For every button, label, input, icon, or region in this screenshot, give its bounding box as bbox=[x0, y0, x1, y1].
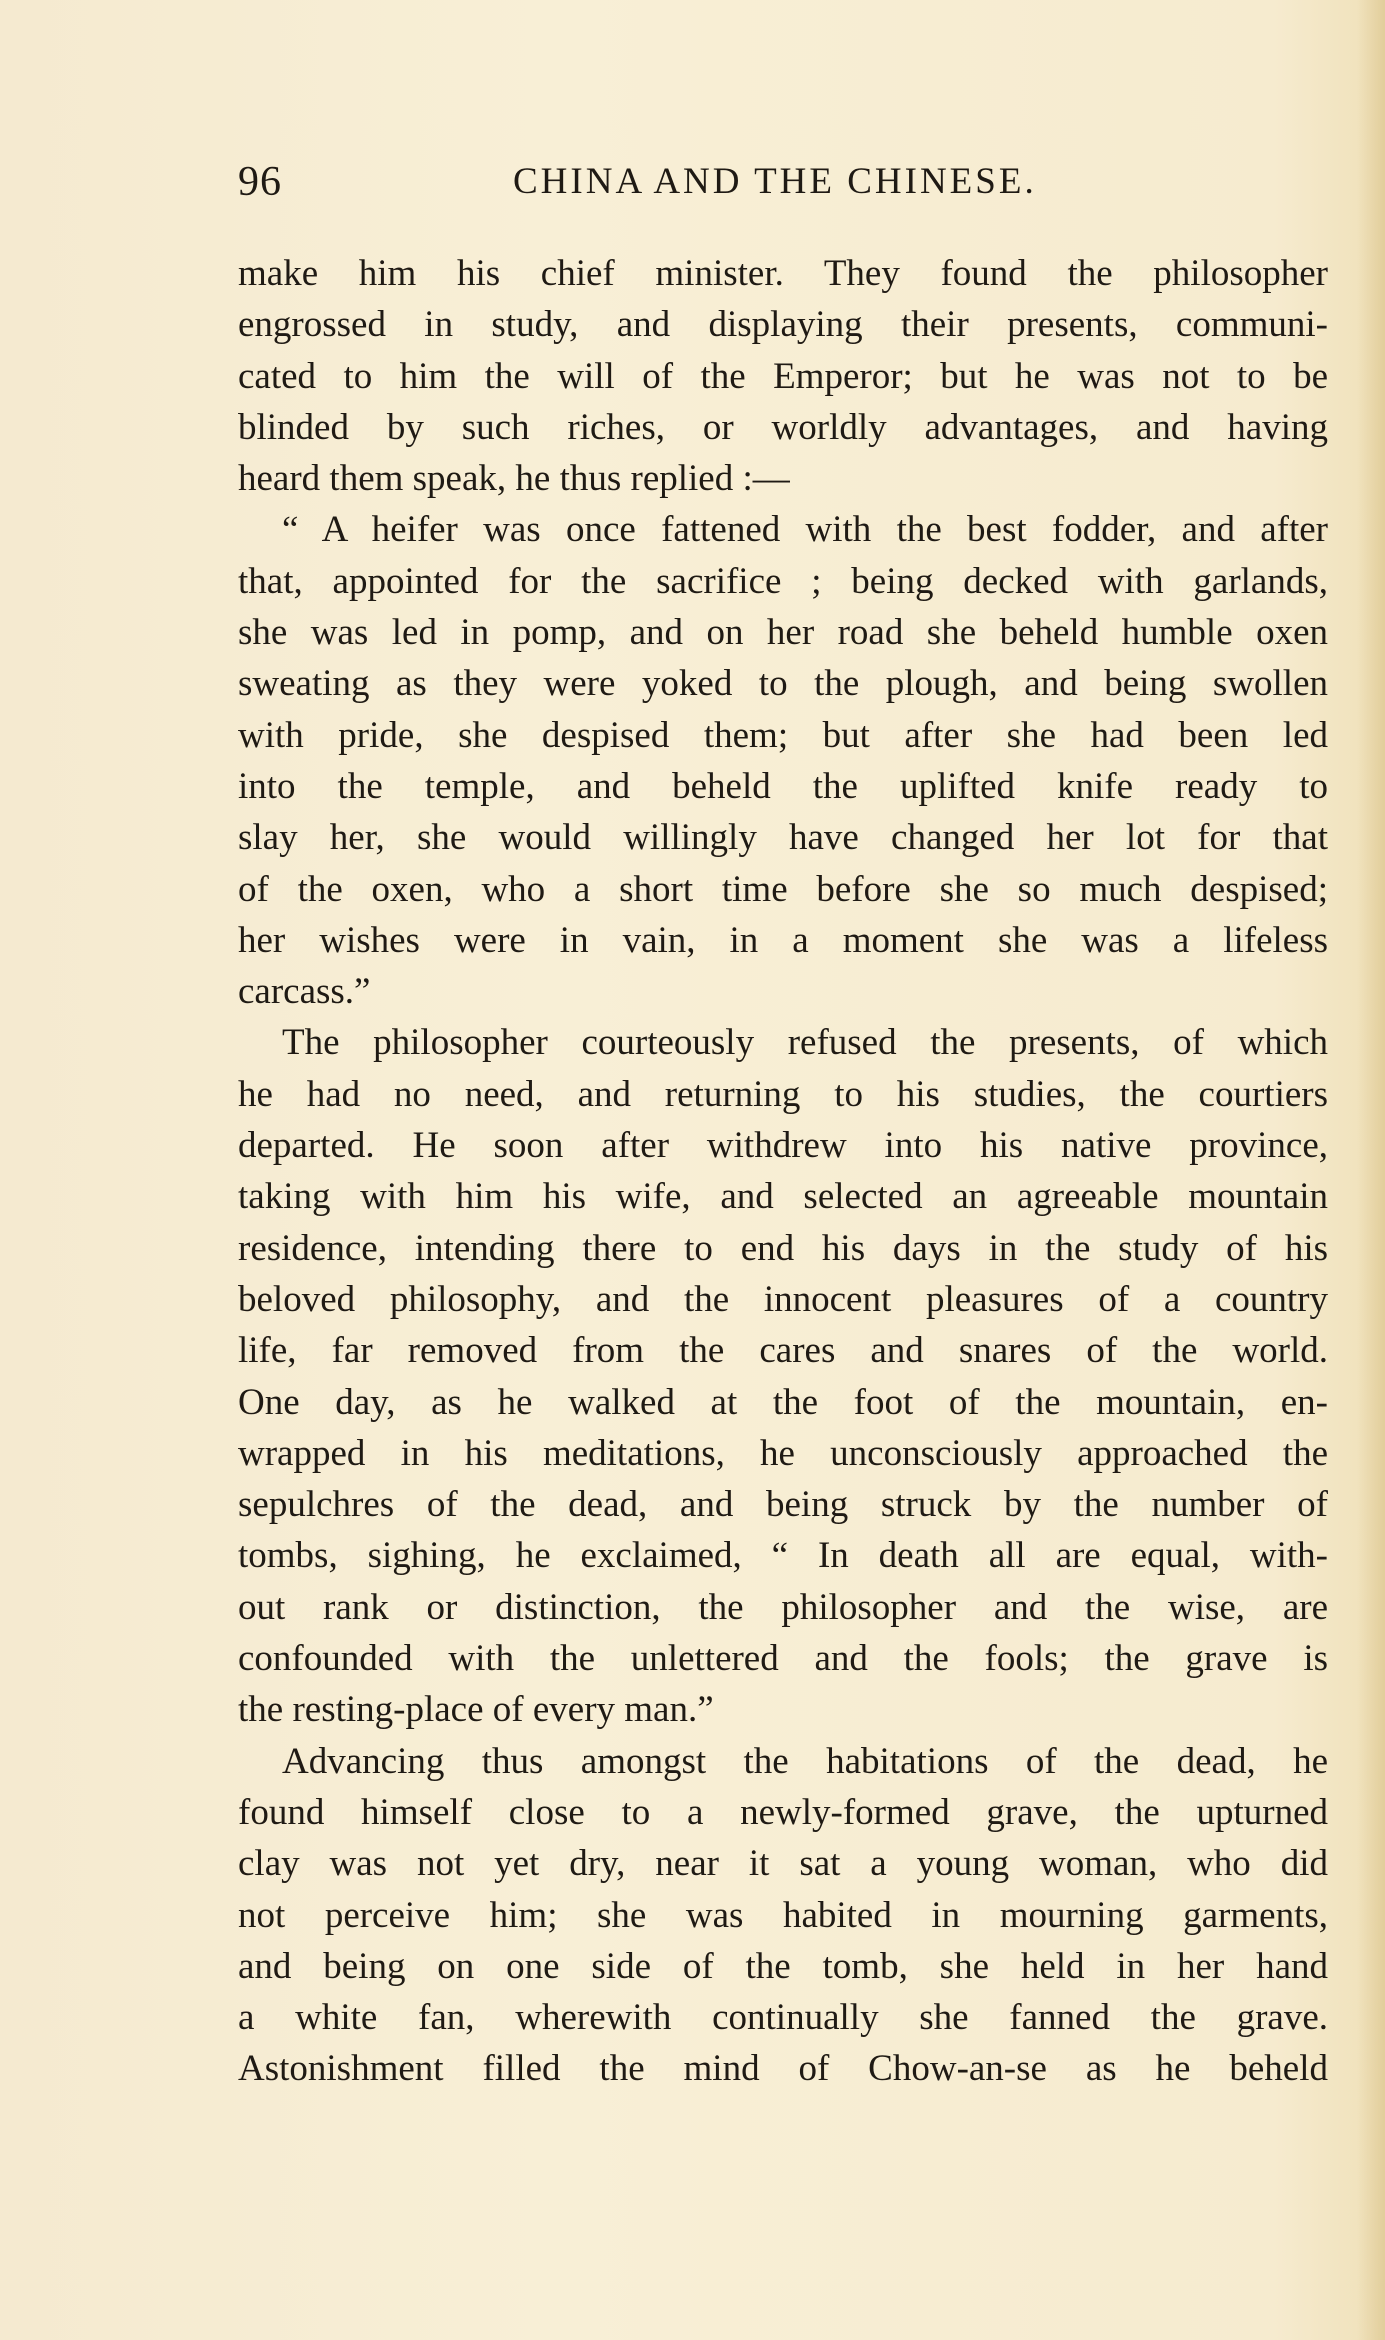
text-line: confounded with the unlettered and the fools; the grave is bbox=[238, 1638, 1328, 1680]
text-line: beloved philosophy, and the innocent pleasures of a country bbox=[238, 1278, 1328, 1320]
text-line: found himself close to a newly-formed grave, the upturned bbox=[238, 1791, 1328, 1833]
text-line: the resting-place of every man.” bbox=[238, 1689, 714, 1731]
text-line: life, far removed from the cares and snares of the world. bbox=[238, 1330, 1328, 1372]
text-line: “ A heifer was once fattened with the best fodder, and after bbox=[282, 509, 1328, 551]
text-line: she was led in pomp, and on her road she beheld humble oxen bbox=[238, 612, 1328, 654]
text-line: engrossed in study, and displaying their presents, communi- bbox=[238, 304, 1328, 346]
text-line: residence, intending there to end his days in the study of his bbox=[238, 1227, 1328, 1269]
text-line: that, appointed for the sacrifice ; being decked with garlands, bbox=[238, 560, 1328, 602]
text-line: her wishes were in vain, in a moment she was a lifeless bbox=[238, 919, 1328, 961]
text-line: he had no need, and returning to his studies, the courtiers bbox=[238, 1073, 1328, 1115]
text-line: departed. He soon after withdrew into his native province, bbox=[238, 1125, 1328, 1167]
text-line: and being on one side of the tomb, she held in her hand bbox=[238, 1945, 1328, 1987]
running-title: CHINA AND THE CHINESE. bbox=[513, 161, 1037, 202]
text-line: taking with him his wife, and selected an agreeable mountain bbox=[238, 1176, 1328, 1218]
text-line: cated to him the will of the Emperor; but he was not to be bbox=[238, 355, 1328, 397]
text-line: with pride, she despised them; but after she had been led bbox=[238, 714, 1328, 756]
text-line: carcass.” bbox=[238, 971, 371, 1013]
text-line: Astonishment filled the mind of Chow-an-se as he beheld bbox=[238, 2048, 1328, 2090]
running-header bbox=[238, 158, 1328, 214]
text-line: One day, as he walked at the foot of the mountain, en- bbox=[238, 1381, 1328, 1423]
text-line: not perceive him; she was habited in mourning garments, bbox=[238, 1894, 1328, 1936]
text-line: The philosopher courteously refused the presents, of which bbox=[282, 1022, 1328, 1064]
page-edge-shading bbox=[1357, 0, 1385, 2340]
text-line: out rank or distinction, the philosopher and the wise, are bbox=[238, 1586, 1328, 1628]
body-text bbox=[238, 248, 1328, 2095]
text-line: blinded by such riches, or worldly advantages, and having bbox=[238, 406, 1328, 448]
text-line: clay was not yet dry, near it sat a young woman, who did bbox=[238, 1843, 1328, 1885]
text-line: Advancing thus amongst the habitations of the dead, he bbox=[282, 1740, 1328, 1782]
text-line: heard them speak, he thus replied :— bbox=[238, 458, 790, 500]
text-line: into the temple, and beheld the uplifted knife ready to bbox=[238, 765, 1328, 807]
text-line: sepulchres of the dead, and being struck by the number of bbox=[238, 1484, 1328, 1526]
page-number: 96 bbox=[238, 159, 282, 205]
text-line: sweating as they were yoked to the plough, and being swollen bbox=[238, 663, 1328, 705]
text-line: slay her, she would willingly have changed her lot for that bbox=[238, 817, 1328, 859]
text-line: of the oxen, who a short time before she so much despised; bbox=[238, 868, 1328, 910]
text-line: tombs, sighing, he exclaimed, “ In death all are equal, with- bbox=[238, 1535, 1328, 1577]
text-line: make him his chief minister. They found the philosopher bbox=[238, 253, 1328, 294]
text-line: wrapped in his meditations, he unconsciously approached the bbox=[238, 1432, 1328, 1474]
text-line: a white fan, wherewith continually she fanned the grave. bbox=[238, 1997, 1328, 2039]
